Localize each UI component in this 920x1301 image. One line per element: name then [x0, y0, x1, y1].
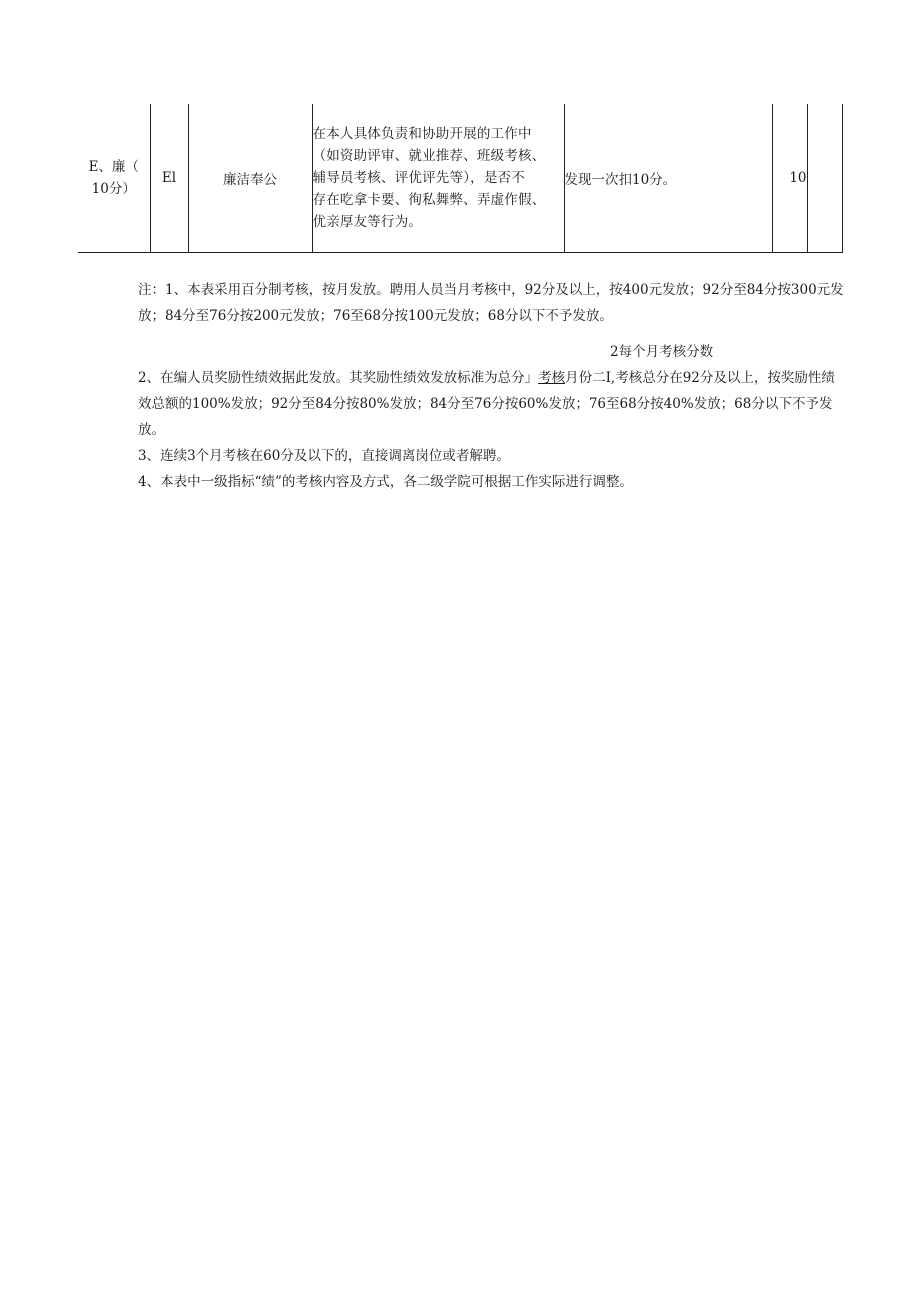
category-cell [78, 104, 150, 253]
score-cell: 10 [772, 104, 807, 253]
note-2-text: 月份二I,考核总分在92分及以上，按奖励性绩效总额的100%发放；92分至84分按80%发放；84分至76分按60%发放；76至68分按40%发放；68分以下不予发放。 [138, 370, 835, 438]
note-3: 3、连续3个月考核在60分及以下的，直接调离岗位或者解聘。 [138, 448, 510, 464]
content-line: 存在吃拿卡要、徇私舞弊、弄虚作假、 [312, 192, 546, 208]
assessment-table [78, 104, 843, 253]
notes-section [138, 277, 846, 495]
content-line: （如资助评审、就业推荐、班级考核、 [312, 148, 546, 164]
note-2-text: 2、在编人员奖励性绩效据此发放。其奖励性绩效发放标准为总分」 [138, 370, 539, 386]
note-4: 4、本表中一级指标“绩”的考核内容及方式，各二级学院可根据工作实际进行调整。 [138, 474, 633, 490]
category-line: E、廉（ [88, 159, 139, 175]
content-line: 在本人具体负责和协助开展的工作中 [312, 126, 532, 142]
assessment-method-cell: 发现一次扣10分。 [564, 104, 772, 253]
formula-denominator: 2每个月考核分数 [610, 344, 714, 360]
content-line: 辅导员考核、评优评先等），是否不 [312, 170, 525, 186]
indicator-code-cell: El [150, 104, 188, 253]
note-2 [138, 365, 846, 443]
note-2-underlined: 考核 [538, 370, 566, 386]
note-1: 注：1、本表采用百分制考核，按月发放。聘用人员当月考核中，92分及以上，按400元发放；92分至84分按300元发放；84分至76分按200元发放；76至68分按100元发放；68分以下不予发放。 [138, 282, 844, 324]
content-line: 优亲厚友等行为。 [312, 214, 423, 230]
assessment-content-cell [312, 104, 564, 253]
table-row [78, 104, 842, 253]
empty-cell [807, 104, 842, 253]
category-line: 10分） [91, 181, 136, 197]
indicator-name-cell: 廉洁奉公 [188, 104, 312, 253]
